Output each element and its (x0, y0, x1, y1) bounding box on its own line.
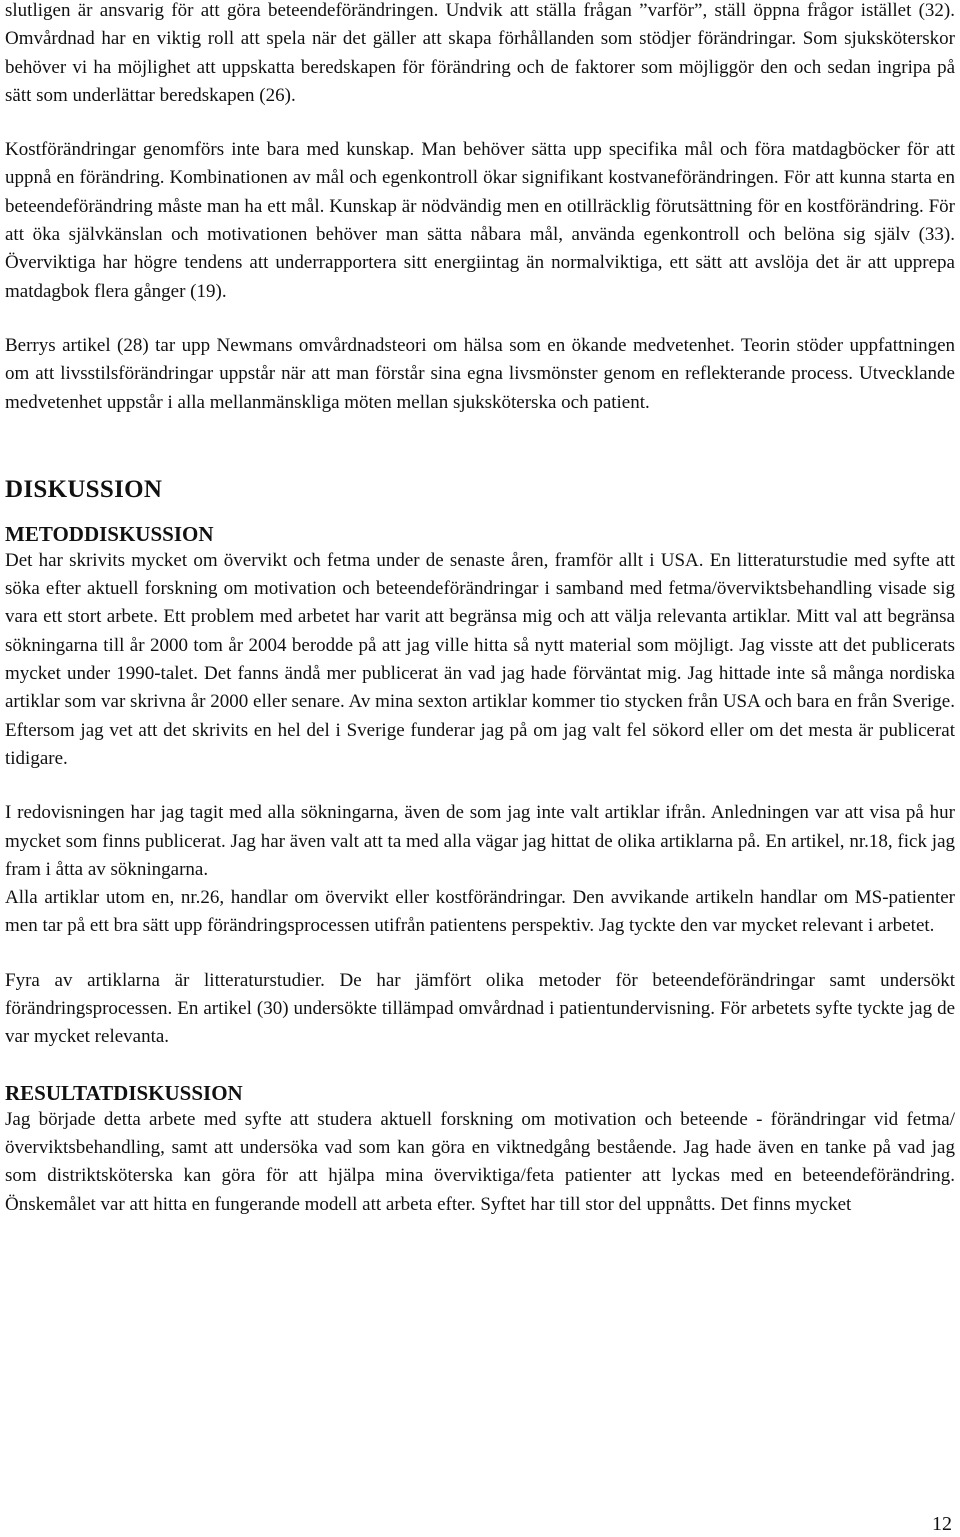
section-heading-discussion: DISKUSSION (5, 475, 163, 503)
body-paragraph: Kostförändringar genomförs inte bara med kunskap. Man behöver sätta upp specifika mål och föra matdagböcker för att uppnå en förändring. Kombinationen av mål och egenkontroll ökar signifikant kostvaneförändringen. För att kunna starta en beteendeförändring måste man ha ett mål. Kunskap är nödvändig men en otillräcklig förutsättning för en kostförändring. För att öka självkänslan och motivationen behöver man sätta nåbara mål, använda egenkontroll och belöna sig själv (33). Överviktiga har högre tendens att underrapportera sitt energiintag än normalviktiga, ett sätt att avslöja det är att upprepa matdagbok flera gånger (19). (5, 139, 955, 302)
body-paragraph: Jag började detta arbete med syfte att studera aktuell forskning om motivation och beteende - förändringar vid fetma/överviktsbehandling, samt att undersöka vad som kan göra en viktnedgång bestående. Jag hade även en tanke på vad jag som distriktsköterska kan göra för att hjälpa mina överviktiga/feta patienter att lyckas med en beteendeförändring. Önskemålet var att hitta en fungerande modell att arbeta efter. Syftet har till stor del uppnåtts. Det finns mycket (5, 1108, 955, 1215)
section-heading-result-discussion: RESULTATDISKUSSION (5, 1080, 243, 1105)
page-number: 12 (932, 1513, 952, 1535)
body-paragraph: Det har skrivits mycket om övervikt och fetma under de senaste åren, framför allt i USA. En litteraturstudie med syfte att söka efter aktuell forskning om motivation och beteendeförändringar i samband med fetma/överviktsbehandling visade sig vara ett stort arbete. Ett problem med arbetet har varit att begränsa mig och att välja relevanta artiklar. Mitt val att begränsa sökningarna till år 2000 tom år 2004 berodde på att jag ville hitta så nytt material som möjligt. Jag visste att det publicerats mycket under 1990-talet. Det fanns ändå mer publicerat än vad jag hade förväntat mig. Jag hittade inte så många nordiska artiklar som var skrivna år 2000 eller senare. Av mina sexton artiklar kommer tio stycken från USA och bara en från Sverige. Eftersom jag vet att det skrivits en hel del i Sverige funderar jag på om jag valt fel sökord eller om det mesta är publicerat tidigare. (5, 549, 955, 769)
section-heading-method-discussion: METODDISKUSSION (5, 521, 214, 546)
document-page (5, 0, 955, 1219)
body-paragraph: slutligen är ansvarig för att göra beteendeförändringen. Undvik att ställa frågan ”varför”, ställ öppna frågor istället (32). Omvårdnad har en viktig roll att spela när det gäller att skapa förhållanden som stödjer förändringar. Som sjuksköterskor behöver vi ha möjlighet att uppskatta beredskapen för förändring och de faktorer som möjliggör den och sedan ingripa på sätt som underlättar beredskapen (26). (5, 0, 955, 106)
body-paragraph: Fyra av artiklarna är litteraturstudier. De har jämfört olika metoder för beteendeförändringar samt undersökt förändringsprocessen. En artikel (30) undersökte tillämpad omvårdnad i patientundervisning. För arbetets syfte tyckte jag de var mycket relevanta. (5, 969, 955, 1048)
body-paragraph: Alla artiklar utom en, nr.26, handlar om övervikt eller kostförändringar. Den avvikande artikeln handlar om MS-patienter men tar på ett bra sätt upp förändringsprocessen utifrån patientens perspektiv. Jag tyckte den var mycket relevant i arbetet. (5, 887, 955, 937)
body-paragraph: I redovisningen har jag tagit med alla sökningarna, även de som jag inte valt artiklar ifrån. Anledningen var att visa på hur mycket som finns publicerat. Jag har även valt att ta med alla vägar jag hittat de olika artiklarna på. En artikel, nr.18, fick jag fram i åtta av sökningarna. (5, 802, 955, 880)
body-paragraph: Berrys artikel (28) tar upp Newmans omvårdnadsteori om hälsa som en ökande medvetenhet. Teorin stöder uppfattningen om att livsstilsförändringar uppstår när att man förstår sina egna livsmönster genom en reflekterande process. Utvecklande medvetenhet uppstår i alla mellanmänskliga möten mellan sjuksköterska och patient. (5, 334, 955, 413)
